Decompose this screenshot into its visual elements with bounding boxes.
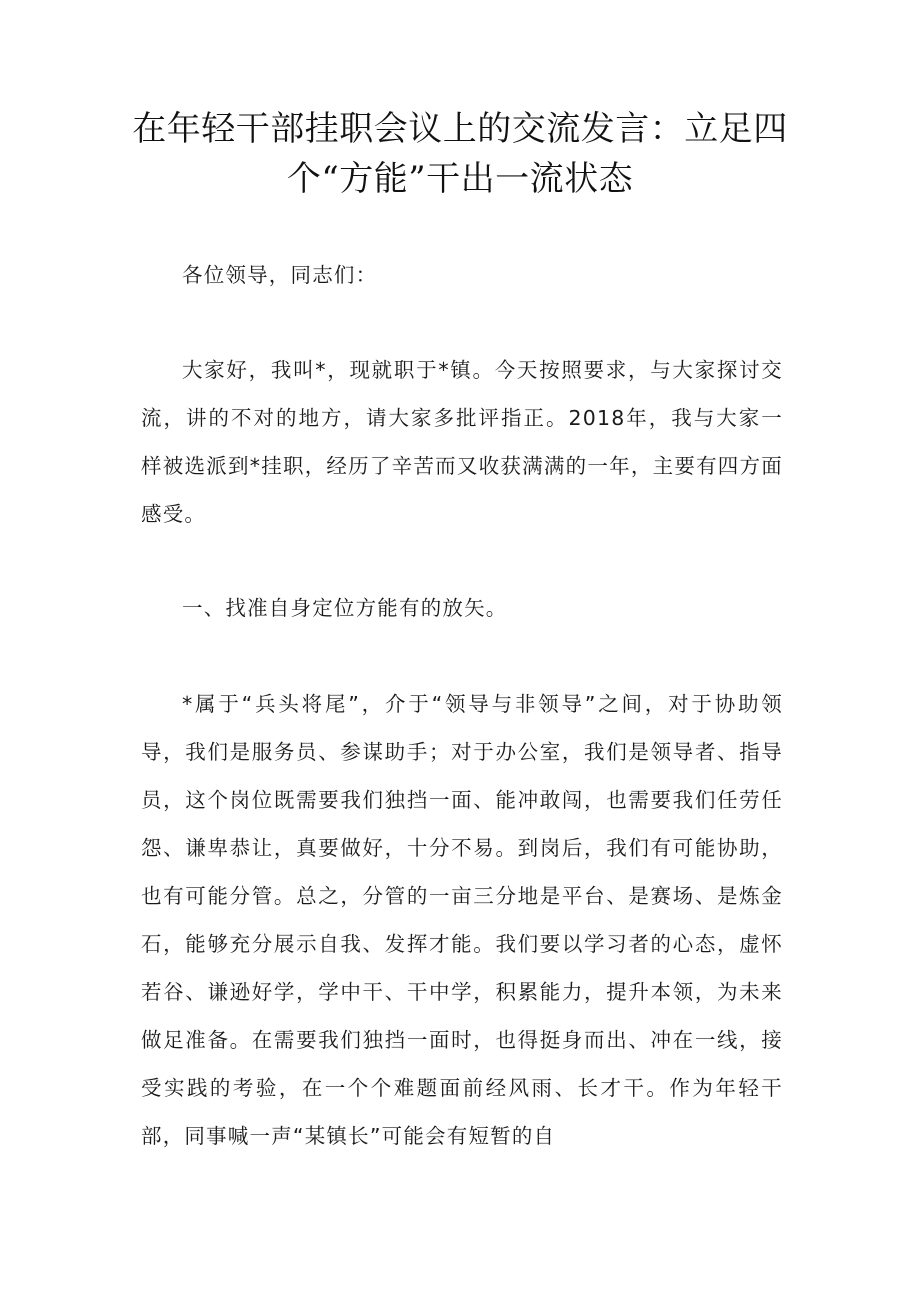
title-line-1: 在年轻干部挂职会议上的交流发言：立足四 [132,109,788,149]
document-title [110,104,810,204]
section-body-1: *属于“兵头将尾”，介于“领导与非领导”之间，对于协助领导，我们是服务员、参谋助手；对于办公室，我们是领导者、指导员，这个岗位既需要我们独挡一面、能冲敢闯，也需要我们任劳任怨、谦卑恭让，真要做好，十分不易。到岗后，我们有可能协助，也有可能分管。总之，分管的一亩三分地是平台、是赛场、是炼金石，能够充分展示自我、发挥才能。我们要以学习者的心态，虚怀若谷、谦逊好学，学中干、干中学，积累能力，提升本领，为未来做足准备。在需要我们独挡一面时，也得挺身而出、冲在一线，接受实践的考验，在一个个难题面前经风雨、长才干。作为年轻干部，同事喊一声“某镇长”可能会有短暂的自 [141,692,783,1148]
intro-paragraph: 大家好，我叫*，现就职于*镇。今天按照要求，与大家探讨交流，讲的不对的地方，请大家多批评指正。2018年，我与大家一样被选派到*挂职，经历了辛苦而又收获满满的一年，主要有四方面感受。 [141,358,783,526]
greeting: 各位领导，同志们： [182,263,378,287]
title-line-2: 个“方能”干出一流状态 [286,159,634,199]
section-heading-1: 一、找准自身定位方能有的放矢。 [182,596,508,620]
